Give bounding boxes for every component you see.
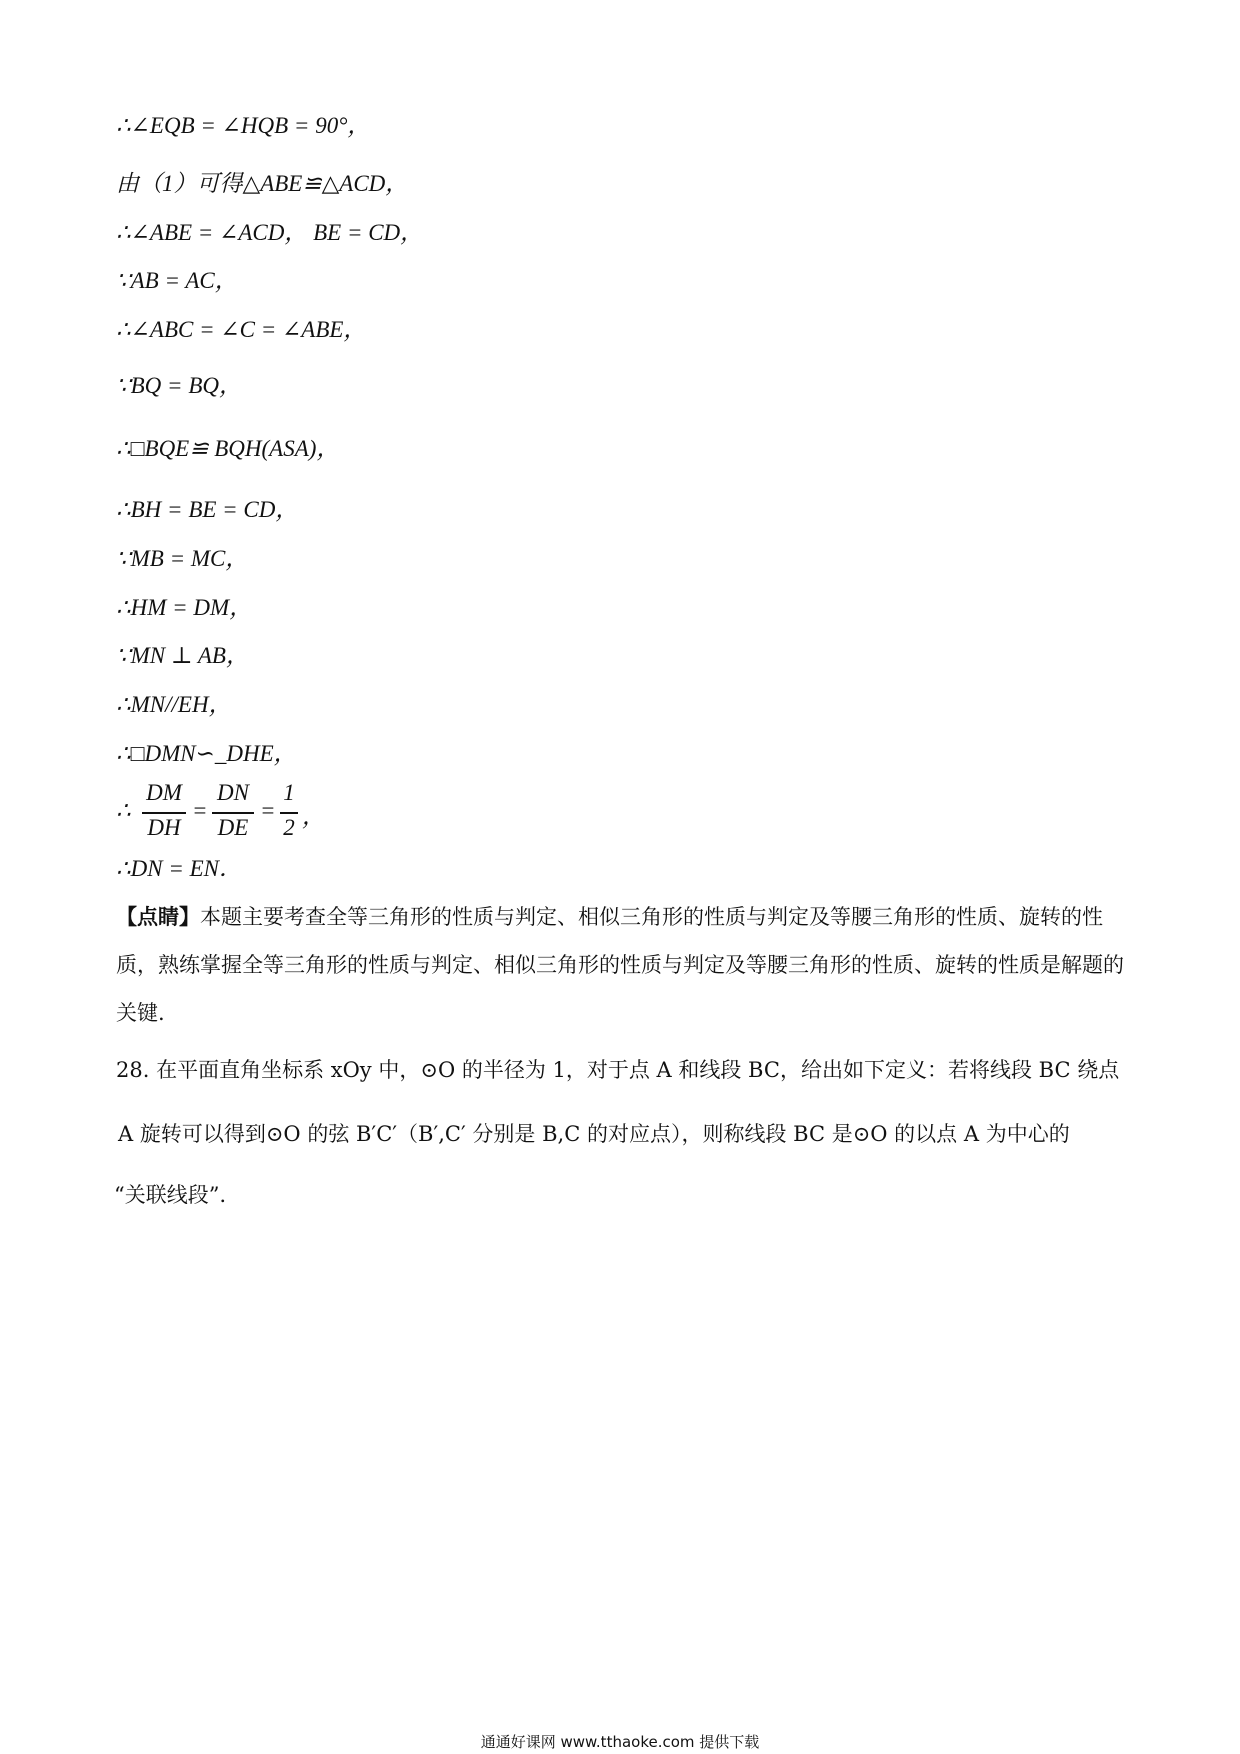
solution-line: 由（1）可得△ABE≌△ACD， (116, 171, 409, 196)
equals-sign: = (260, 798, 276, 823)
fraction-denominator: 2 (283, 815, 295, 840)
problem-line: A 旋转可以得到⊙O 的弦 B′C′（B′,C′ 分别是 B,C 的对应点），则称线段 BC 是⊙O 的以点 A 为中心的 (118, 1122, 1070, 1146)
fraction-denominator: DH (147, 815, 181, 840)
fraction-numerator: DM (146, 780, 182, 805)
fraction-bar (142, 812, 186, 814)
footer-watermark: 通通好课网 www.tthaoke.com 提供下载 (480, 1733, 760, 1751)
solution-line: ∴BH = BE = CD， (116, 497, 299, 522)
comment-tag: 【点睛】 (116, 904, 200, 929)
comma: ， (302, 804, 325, 829)
solution-line: ∵MB = MC， (116, 546, 249, 571)
solution-line: ∴∠EQB = ∠HQB = 90°， (116, 113, 371, 138)
solution-line: ∴DN = EN． (116, 856, 242, 881)
solution-line: ∴∠ABC = ∠C = ∠ABE， (116, 317, 367, 342)
fraction-bar (280, 812, 298, 814)
fraction-bar (212, 812, 254, 814)
equals-sign: = (192, 798, 208, 823)
comment-text: 本题主要考查全等三角形的性质与判定、相似三角形的性质与判定及等腰三角形的性质、旋转的性质，熟练掌握全等三角形的性质与判定、相似三角形的性质与判定及等腰三角形的性质、旋转的性质是解题的关键. (116, 905, 1124, 1025)
solution-line: ∴MN//EH， (116, 692, 232, 717)
problem-line: 28. 在平面直角坐标系 xOy 中，⊙O 的半径为 1，对于点 A 和线段 BC，给出如下定义：若将线段 BC 绕点 (116, 1058, 1120, 1082)
fraction-equation (116, 780, 336, 842)
problem-line: “关联线段”． (114, 1183, 241, 1207)
fraction-numerator: DN (217, 780, 249, 805)
fraction-denominator: DE (217, 815, 249, 840)
solution-line: ∴HM = DM， (116, 595, 253, 620)
solution-line: ∴∠ABE = ∠ACD， BE = CD， (116, 220, 424, 245)
solution-line: ∵MN ⊥ AB， (116, 643, 249, 668)
comment-paragraph (116, 893, 1126, 1037)
solution-line: ∴□BQE≌ BQH(ASA)， (116, 436, 340, 461)
therefore-symbol: ∴ (116, 798, 131, 823)
solution-line: ∵BQ = BQ， (116, 373, 242, 398)
solution-line: ∴□DMN∽_DHE， (116, 741, 297, 766)
solution-line: ∵AB = AC， (116, 268, 238, 293)
fraction-numerator: 1 (283, 780, 295, 805)
